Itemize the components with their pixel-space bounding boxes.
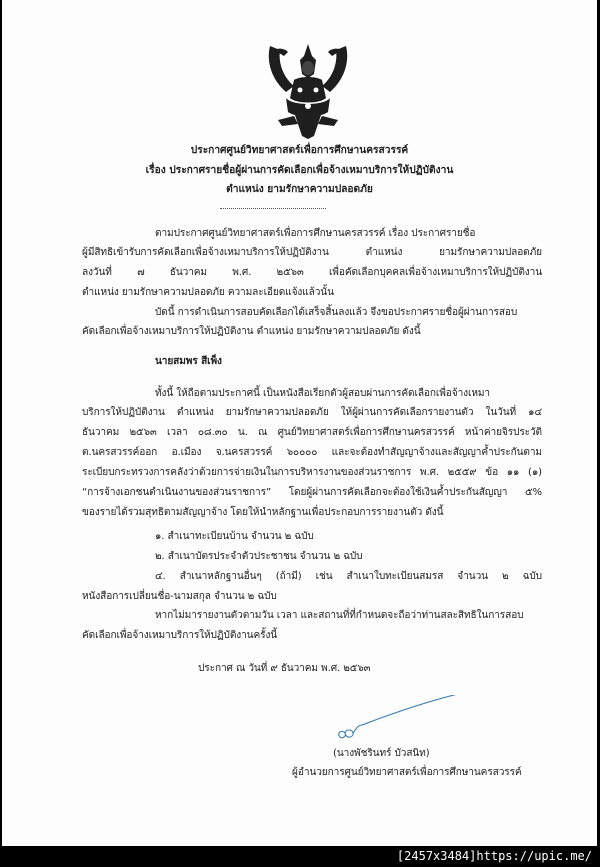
announcement-issuer: ประกาศศูนย์วิทยาศาสตร์เพื่อการศึกษานครสวรรค์ (190, 145, 409, 156)
document-list-item: หนังสือการเปลี่ยนชื่อ-นามสกุล จำนวน ๒ ฉบับ (82, 591, 277, 602)
signature (332, 695, 472, 745)
paragraph3-line: “การจ้างเอกชนดำเนินงานของส่วนราชการ” โดยผู้ผ่านการคัดเลือกจะต้องใช้เงินค้ำประกันสัญญา ๕% (82, 487, 542, 498)
paragraph1-line: ผู้มีสิทธิเข้ารับการคัดเลือกเพื่อจ้างเหมาบริการให้ปฏิบัติงาน ตำแหน่ง ยามรักษาความปลอดภัย (82, 247, 542, 258)
announcement-date: ประกาศ ณ วันที่ ๙ ธันวาคม พ.ศ. ๒๕๖๓ (198, 663, 371, 674)
paragraph3-line: ทั้งนี้ ให้ถือตามประกาศนี้ เป็นหนังสือเรียกตัวผู้สอบผ่านการคัดเลือกเพื่อจ้างเหมา (155, 388, 490, 399)
paragraph3-line: ของรายได้รวมสุทธิตามสัญญาจ้าง โดยให้นำหลักฐานเพื่อประกอบการรายงานตัว ดังนี้ (82, 507, 444, 518)
paragraph3-line: บริการให้ปฏิบัติงาน ตำแหน่ง ยามรักษาความปลอดภัย ให้ผู้ผ่านการคัดเลือกรายงานตัว ในวันที่ ๑๔ (82, 407, 542, 418)
paragraph2-line: บัดนี้ การดำเนินการสอบคัดเลือกได้เสร็จสิ้นลงแล้ว จึงขอประกาศรายชื่อผู้ผ่านการสอบ (155, 307, 518, 318)
paragraph1-line: ลงวันที่ ๗ ธันวาคม พ.ศ. ๒๕๖๓ เพื่อคัดเลือกบุคคลเพื่อจ้างเหมาบริการให้ปฏิบัติงาน (82, 267, 542, 278)
selected-candidate-name: นายสมพร สีเพ็ง (155, 356, 222, 367)
document-list-item: ๔. สำเนาหลักฐานอื่นๆ (ถ้ามี) เช่น สำเนาใบทะเบียนสมรส จำนวน ๒ ฉบับ (155, 571, 542, 582)
header-divider (220, 208, 326, 209)
document-list-item: ๒. สำเนาบัตรประจำตัวประชาชน จำนวน ๒ ฉบับ (155, 551, 363, 562)
paragraph3-line: ต.นครสวรรค์ออก อ.เมือง จ.นครสวรรค์ ๖๐๐๐๐ และจะต้องทำสัญญาจ้างและสัญญาค้ำประกันตาม (82, 447, 542, 458)
paragraph4-line: หากไม่มารายงานตัวตามวัน เวลา และสถานที่ที่กำหนดจะถือว่าท่านสละสิทธิในการสอบ (155, 610, 524, 621)
signatory-title: ผู้อำนวยการศูนย์วิทยาศาสตร์เพื่อการศึกษานครสวรรค์ (292, 767, 522, 778)
footer-bar (0, 846, 600, 867)
announcement-position: ตำแหน่ง ยามรักษาความปลอดภัย (226, 184, 373, 195)
paragraph3-line: ระเบียบกระทรวงการคลังว่าด้วยการจ่ายเงินในการบริหารงานของส่วนราชการ พ.ศ. ๒๕๕๙ ข้อ ๑๑ (๑) (82, 467, 542, 478)
document-list-item: ๑. สำเนาทะเบียนบ้าน จำนวน ๒ ฉบับ (155, 531, 314, 542)
signatory-name: (นางพัชรินทร์ บัวสนิท) (333, 748, 430, 759)
paragraph2-line: คัดเลือกเพื่อจ้างเหมาบริการให้ปฏิบัติงาน ตำแหน่ง ยามรักษาความปลอดภัย ดังนี้ (82, 326, 421, 337)
paragraph1-line: ตามประกาศศูนย์วิทยาศาสตร์เพื่อการศึกษานครสวรรค์ เรื่อง ประกาศรายชื่อ (155, 228, 476, 239)
announcement-subject: เรื่อง ประกาศรายชื่อผู้ผ่านการคัดเลือกเพื่อจ้างเหมาบริการให้ปฏิบัติงาน (145, 165, 454, 176)
image-watermark: [2457x3484]https://upic.me/ (396, 849, 592, 863)
paragraph3-line: ธันวาคม ๒๕๖๓ เวลา ๐๘.๓๐ น. ณ ศูนย์วิทยาศาสตร์เพื่อการศึกษานครสวรรค์ หน้าค่ายจิรประวัติ (82, 427, 542, 438)
garuda-emblem-icon (264, 42, 352, 140)
paragraph1-line: ตำแหน่ง ยามรักษาความปลอดภัย ความละเอียดแจ้งแล้วนั้น (82, 287, 334, 298)
document-page (2, 0, 597, 846)
paragraph4-line: คัดเลือกเพื่อจ้างเหมาบริการให้ปฏิบัติงานครั้งนี้ (82, 630, 278, 641)
